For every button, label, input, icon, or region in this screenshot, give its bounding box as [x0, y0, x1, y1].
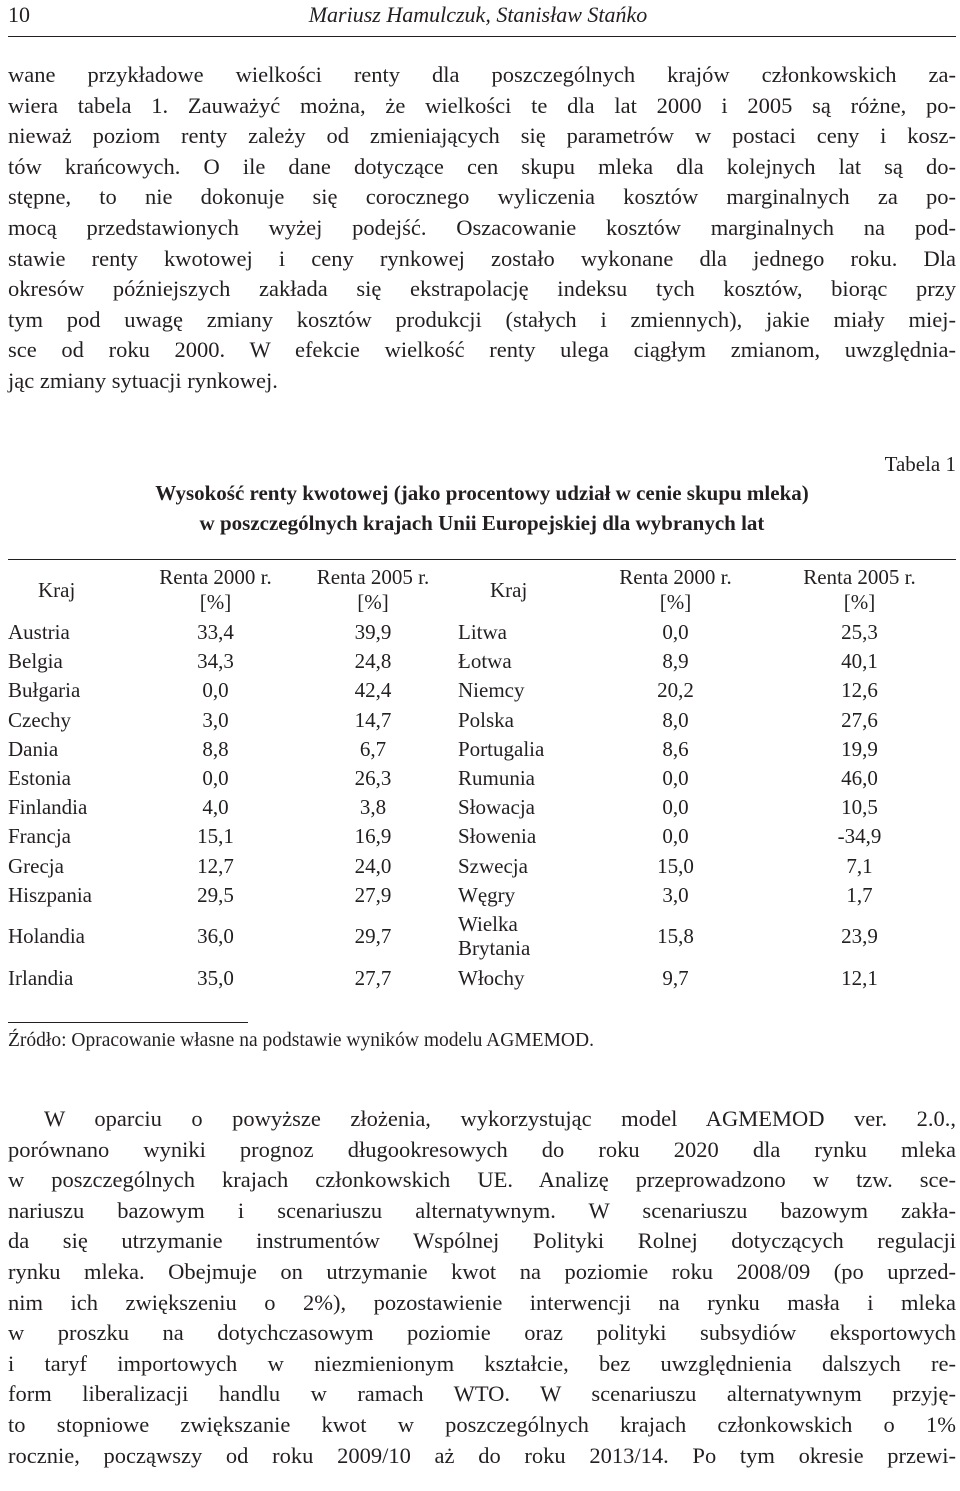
value-cell: 15,1 — [197, 824, 234, 849]
col-header-country: Kraj — [38, 577, 76, 602]
value-cell: 29,5 — [197, 882, 234, 907]
rent-table — [8, 562, 956, 993]
country-cell: Irlandia — [8, 965, 74, 990]
country-cell: Dania — [8, 736, 59, 761]
running-title: Mariusz Hamulczuk, Stanisław Stańko — [308, 2, 648, 27]
text-line: stępne, to nie dokonuje się corocznego wyliczenia kosztów marginalnych za po- — [8, 184, 956, 210]
value-cell: 16,9 — [354, 824, 392, 849]
value-cell: 33,4 — [197, 620, 234, 645]
value-cell: 27,9 — [354, 882, 392, 907]
value-cell: 42,4 — [354, 678, 392, 703]
value-cell: 23,9 — [841, 924, 878, 949]
col-header-renta-2000: Renta 2000 r. [%] — [159, 565, 272, 614]
table-row — [8, 852, 956, 881]
text-line: nieważ poziom renty zależy od zmieniających się parametrów w postaci ceny i kosz- — [8, 123, 956, 149]
text-line: mocą przedstawionych wyżej podejść. Oszacowanie kosztów marginalnych na pod- — [8, 214, 956, 240]
page-header — [8, 0, 956, 37]
text-line: w poszczególnych krajach członkowskich UE. Analizę przeprowadzono w tzw. sce- — [8, 1167, 956, 1193]
table-row — [8, 706, 956, 735]
country-cell: Słowenia — [458, 824, 537, 849]
table-top-rule — [8, 559, 956, 560]
value-cell: 0,0 — [662, 766, 689, 791]
country-cell: Hiszpania — [8, 882, 92, 907]
value-cell: 27,7 — [354, 965, 392, 990]
text-line: w proszku na dotychczasowym poziomie oraz polityki subsydiów eksportowych — [8, 1320, 956, 1346]
value-cell: 40,1 — [841, 649, 878, 674]
value-cell: 25,3 — [841, 620, 878, 645]
col-header-renta-2000: Renta 2000 r. [%] — [619, 565, 732, 614]
paragraph-scenarios — [8, 1104, 956, 1471]
table-title-line: w poszczególnych krajach Unii Europejskiej dla wybranych lat — [199, 511, 765, 535]
value-cell: 39,9 — [354, 620, 392, 645]
table-header-row — [8, 562, 956, 618]
value-cell: 8,6 — [662, 736, 689, 761]
text-line: stawie renty kwotowej i ceny rynkowej zostało wykonane dla jednego roku. Dla — [8, 245, 956, 271]
value-cell: 26,3 — [354, 766, 392, 791]
country-cell: Czechy — [8, 707, 71, 732]
value-cell: 14,7 — [354, 707, 392, 732]
value-cell: 1,7 — [846, 882, 873, 907]
country-cell: Belgia — [8, 649, 63, 674]
value-cell: 24,8 — [354, 649, 392, 674]
value-cell: 46,0 — [841, 766, 878, 791]
table-label: Tabela 1 — [884, 452, 956, 476]
text-line: wane przykładowe wielkości renty dla poszczególnych krajów członkowskich za- — [8, 62, 956, 87]
text-line: nariuszu bazowym i scenariuszu alternatywnym. W scenariuszu bazowym zakła- — [8, 1197, 956, 1223]
text-line: to stopniowe zwiększanie kwot w poszczególnych krajach członkowskich o 1% — [8, 1411, 956, 1437]
table-row — [8, 793, 956, 822]
col-header-renta-2005: Renta 2005 r. [%] — [803, 565, 916, 614]
country-cell: Niemcy — [458, 678, 525, 703]
country-cell: Grecja — [8, 853, 64, 878]
country-cell: Bułgaria — [8, 678, 81, 703]
value-cell: 10,5 — [841, 795, 878, 820]
text-line: okresów późniejszych zakłada się ekstrapolację indeksu tych kosztów, biorąc przy — [8, 276, 956, 302]
country-cell: Estonia — [8, 766, 71, 791]
value-cell: 19,9 — [841, 736, 878, 761]
table-source: Źródło: Opracowanie własne na podstawie wyników modelu AGMEMOD. — [8, 1030, 594, 1051]
country-cell: Finlandia — [8, 795, 88, 820]
value-cell: 0,0 — [662, 795, 689, 820]
value-cell: 8,0 — [662, 707, 689, 732]
country-cell: Rumunia — [458, 766, 535, 791]
value-cell: 15,8 — [657, 924, 694, 949]
value-cell: 0,0 — [202, 678, 229, 703]
country-cell: Austria — [8, 620, 70, 645]
value-cell: 8,8 — [202, 736, 229, 761]
value-cell: 27,6 — [841, 707, 878, 732]
table-title — [8, 478, 956, 538]
value-cell: 3,8 — [359, 795, 387, 820]
text-line: wiera tabela 1. Zauważyć można, że wielkości te dla lat 2000 i 2005 są różne, po- — [8, 92, 956, 118]
table-title-line: Wysokość renty kwotowej (jako procentowy udział w cenie skupu mleka) — [155, 481, 809, 505]
value-cell: 12,6 — [841, 678, 878, 703]
text-line: i taryf importowych w niezmienionym kształcie, bez uwzględnienia dalszych re- — [8, 1350, 956, 1376]
value-cell: -34,9 — [837, 824, 882, 849]
col-header-renta-2005: Renta 2005 r. [%] — [316, 565, 430, 614]
value-cell: 36,0 — [197, 924, 234, 949]
value-cell: 34,3 — [197, 649, 234, 674]
value-cell: 9,7 — [662, 965, 689, 990]
value-cell: 12,7 — [197, 853, 234, 878]
country-cell: Szwecja — [458, 853, 528, 878]
col-header-country: Kraj — [490, 577, 528, 602]
paragraph-intro — [8, 60, 956, 397]
table-row — [8, 735, 956, 764]
value-cell: 24,0 — [354, 853, 392, 878]
text-line: porównano wyniki prognoz długookresowych do roku 2020 dla rynku mleka — [8, 1136, 956, 1162]
text-line: tym pod uwagę zmiany kosztów produkcji (stałych i zmiennych), jakie miały miej- — [8, 306, 956, 332]
table-row — [8, 764, 956, 793]
country-cell: Wielka Brytania — [458, 912, 531, 961]
country-cell: Francja — [8, 824, 71, 849]
table-row — [8, 964, 956, 993]
country-cell: Słowacja — [458, 795, 535, 820]
value-cell: 8,9 — [662, 649, 689, 674]
value-cell: 3,0 — [202, 707, 229, 732]
text-line: sce od roku 2000. W efekcie wielkość renty ulega ciągłym zmianom, uwzględnia- — [8, 337, 956, 363]
text-line: da się utrzymanie instrumentów Wspólnej Polityki Rolnej dotyczących regulacji — [8, 1228, 956, 1254]
text-line: tów krańcowych. O ile dane dotyczące cen skupu mleka dla kolejnych lat są do- — [8, 153, 956, 179]
text-line: rocznie, począwszy od roku 2009/10 aż do roku 2013/14. Po tym okresie przewi- — [8, 1442, 956, 1468]
value-cell: 29,7 — [354, 924, 392, 949]
value-cell: 0,0 — [662, 824, 689, 849]
value-cell: 4,0 — [202, 795, 229, 820]
value-cell: 20,2 — [657, 678, 694, 703]
value-cell: 3,0 — [662, 882, 689, 907]
country-cell: Włochy — [458, 965, 525, 990]
country-cell: Łotwa — [458, 649, 512, 674]
text-line: W oparciu o powyższe złożenia, wykorzystując model AGMEMOD ver. 2.0., — [44, 1106, 956, 1131]
text-line: nim ich zwiększeniu o 2%), pozostawienie interwencji na rynku masła i mleka — [8, 1289, 956, 1315]
country-cell: Węgry — [458, 882, 516, 907]
table-row — [8, 910, 956, 964]
text-line: form liberalizacji handlu w ramach WTO. W scenariuszu alternatywnym przyję- — [8, 1381, 956, 1407]
value-cell: 0,0 — [202, 766, 229, 791]
text-line: rynku mleka. Obejmuje on utrzymanie kwot na poziomie roku 2008/09 (po uprzed- — [8, 1258, 956, 1284]
value-cell: 35,0 — [197, 965, 234, 990]
country-cell: Portugalia — [458, 736, 545, 761]
country-cell: Litwa — [458, 620, 507, 645]
value-cell: 15,0 — [657, 853, 694, 878]
table-row — [8, 647, 956, 676]
footnote-rule — [8, 1022, 248, 1023]
value-cell: 0,0 — [662, 620, 689, 645]
text-line: jąc zmiany sytuacji rynkowej. — [8, 367, 278, 393]
page-number: 10 — [8, 2, 30, 27]
table-row — [8, 618, 956, 647]
table-row — [8, 881, 956, 910]
value-cell: 7,1 — [846, 853, 873, 878]
country-cell: Polska — [458, 707, 515, 732]
table-row — [8, 676, 956, 705]
value-cell: 12,1 — [841, 965, 878, 990]
country-cell: Holandia — [8, 924, 85, 949]
value-cell: 6,7 — [359, 736, 387, 761]
table-row — [8, 822, 956, 851]
